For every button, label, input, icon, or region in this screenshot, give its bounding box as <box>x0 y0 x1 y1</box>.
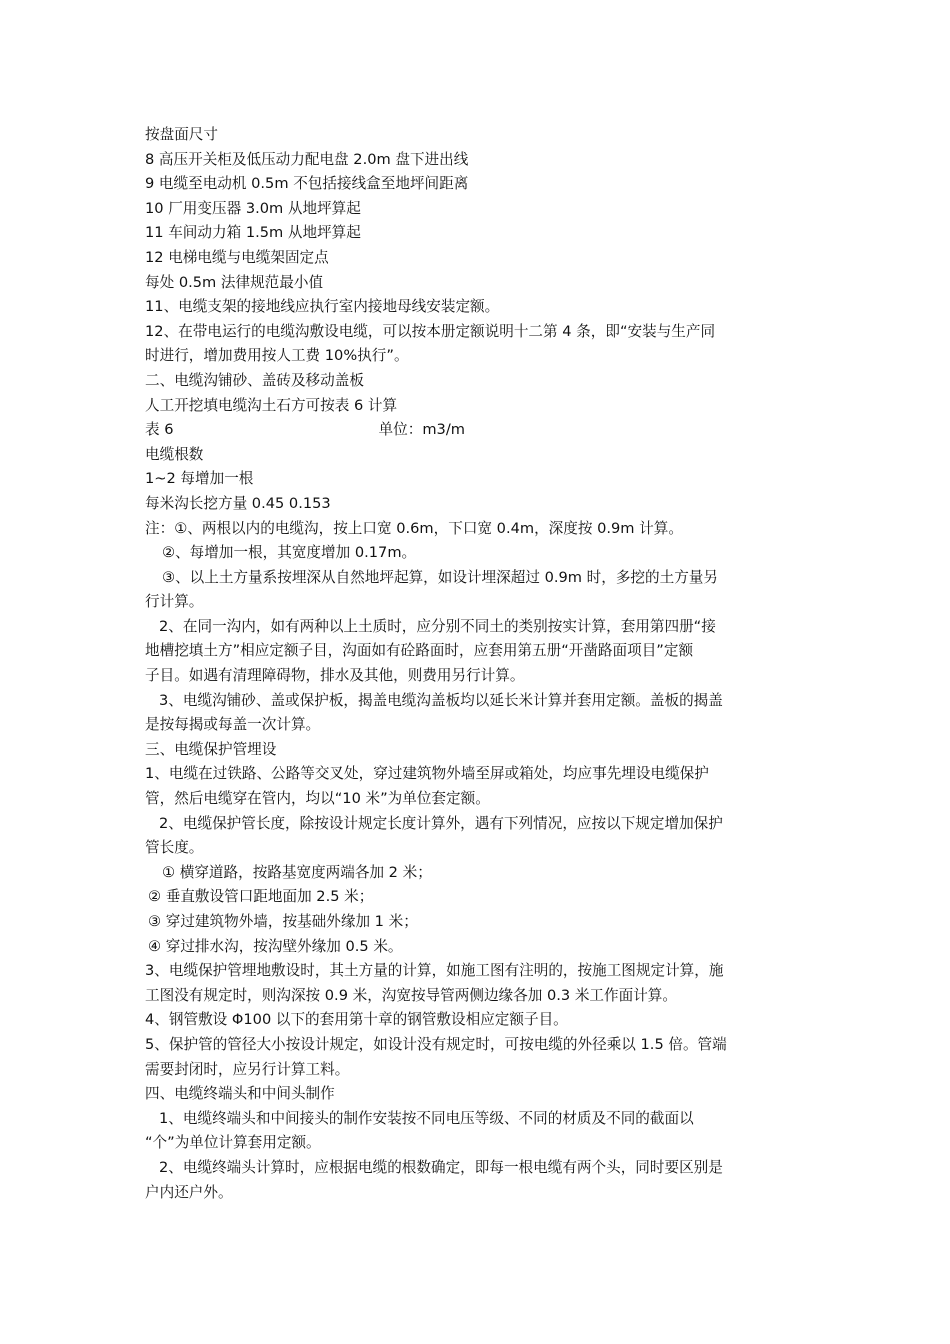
document-body <box>145 123 807 1205</box>
text-line: 人工开挖填电缆沟土石方可按表 6 计算 <box>145 396 398 414</box>
text-line: 10 厂用变压器 3.0m 从地坪算起 <box>145 199 361 217</box>
paragraph-line: 时进行，增加费用按人工费 10%执行”。 <box>145 347 409 365</box>
paragraph-line: 管，然后电缆穿在管内，均以“10 米”为单位套定额。 <box>145 790 490 808</box>
table-line: 1~2 每增加一根 <box>145 470 254 488</box>
table-line: 电缆根数 <box>145 445 204 463</box>
paragraph-line: 12、在带电运行的电缆沟敷设电缆，可以按本册定额说明十二第 4 条，即“安装与生产同 <box>145 322 716 340</box>
list-item: ④ 穿过排水沟，按沟壁外缘加 0.5 米。 <box>148 937 403 955</box>
paragraph-line: 11、电缆支架的接地线应执行室内接地母线安装定额。 <box>145 298 500 316</box>
paragraph-line: 4、钢管敷设 Φ100 以下的套用第十章的钢管敷设相应定额子目。 <box>145 1011 568 1029</box>
section-heading: 三、电缆保护管埋设 <box>145 740 277 758</box>
paragraph-line: 2、在同一沟内，如有两种以上土质时，应分别不同土的类别按实计算，套用第四册“接 <box>159 617 716 635</box>
note-line: 注：①、两根以内的电缆沟，按上口宽 0.6m，下口宽 0.4m，深度按 0.9m 计算。 <box>145 519 683 537</box>
paragraph-line: 管长度。 <box>145 839 204 857</box>
table-caption-row <box>145 418 807 443</box>
section-heading: 四、电缆终端头和中间头制作 <box>145 1085 335 1103</box>
paragraph-line: 1、电缆终端头和中间接头的制作安装按不同电压等级、不同的材质及不同的截面以 <box>159 1109 694 1127</box>
note-line: ②、每增加一根，其宽度增加 0.17m。 <box>162 544 417 562</box>
list-item: ② 垂直敷设管口距地面加 2.5 米； <box>148 888 374 906</box>
text-line: 9 电缆至电动机 0.5m 不包括接线盒至地坪间距离 <box>145 175 469 193</box>
list-item: ③ 穿过建筑物外墙，按基础外缘加 1 米； <box>148 913 418 930</box>
paragraph-line: 1、电缆在过铁路、公路等交叉处，穿过建筑物外墙至屏或箱处，均应事先埋设电缆保护 <box>145 765 709 783</box>
table-number: 表 6 <box>145 421 174 439</box>
note-line: ③、以上土方量系按埋深从自然地坪起算，如设计埋深超过 0.9m 时，多挖的土方量另 <box>162 568 718 586</box>
note-line: 行计算。 <box>145 593 204 611</box>
list-item: ① 横穿道路，按路基宽度两端各加 2 米； <box>162 863 432 881</box>
paragraph-line: 户内还户外。 <box>145 1183 233 1201</box>
text-line: 按盘面尺寸 <box>145 126 218 143</box>
paragraph-line: 5、保护管的管径大小按设计规定，如设计没有规定时，可按电缆的外径乘以 1.5 倍。管端 <box>145 1035 727 1053</box>
paragraph-line: 需要封闭时，应另行计算工料。 <box>145 1060 350 1078</box>
table-line: 每米沟长挖方量 0.45 0.153 <box>145 494 331 512</box>
paragraph-line: 工图没有规定时，则沟深按 0.9 米，沟宽按导管两侧边缘各加 0.3 米工作面计算。 <box>145 986 677 1004</box>
text-line: 每处 0.5m 法律规范最小值 <box>145 273 324 291</box>
paragraph-line: 2、电缆保护管长度，除按设计规定长度计算外，遇有下列情况，应按以下规定增加保护 <box>159 814 723 832</box>
text-line: 8 高压开关柜及低压动力配电盘 2.0m 盘下进出线 <box>145 150 469 168</box>
text-line: 12 电梯电缆与电缆架固定点 <box>145 248 329 266</box>
section-heading: 二、电缆沟铺砂、盖砖及移动盖板 <box>145 371 364 389</box>
table-unit: 单位：m3/m <box>378 421 465 439</box>
paragraph-line: 地槽挖填土方”相应定额子目，沟面如有砼路面时，应套用第五册“开凿路面项目”定额 <box>145 642 694 660</box>
text-line: 11 车间动力箱 1.5m 从地坪算起 <box>145 224 361 242</box>
paragraph-line: 2、电缆终端头计算时，应根据电缆的根数确定，即每一根电缆有两个头，同时要区别是 <box>159 1158 723 1176</box>
paragraph-line: 3、电缆保护管埋地敷设时，其土方量的计算，如施工图有注明的，按施工图规定计算，施 <box>145 962 724 980</box>
paragraph-line: 子目。如遇有清理障碍物，排水及其他，则费用另行计算。 <box>145 667 525 685</box>
paragraph-line: 3、电缆沟铺砂、盖或保护板，揭盖电缆沟盖板均以延长米计算并套用定额。盖板的揭盖 <box>159 691 723 709</box>
paragraph-line: 是按每揭或每盖一次计算。 <box>145 716 321 734</box>
paragraph-line: “个”为单位计算套用定额。 <box>145 1134 321 1152</box>
